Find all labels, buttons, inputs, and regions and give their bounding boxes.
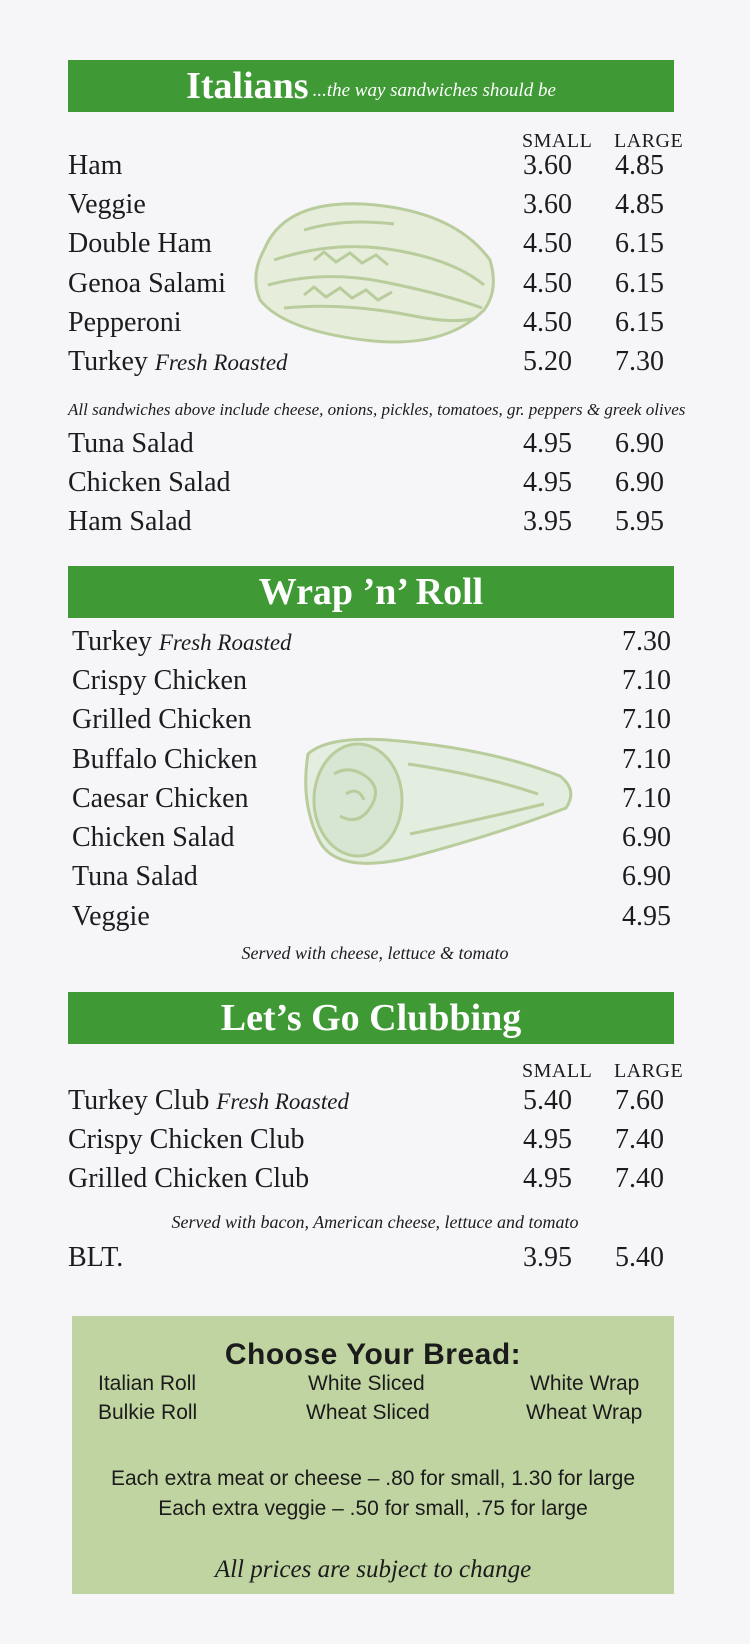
bread-option: Bulkie Roll	[98, 1401, 198, 1424]
item-name: Crispy Chicken	[72, 665, 247, 696]
small-price: 4.95	[523, 467, 572, 498]
price: 7.10	[622, 665, 671, 696]
item-name: Pepperoni	[68, 307, 182, 338]
menu-item-row	[68, 346, 688, 386]
menu-item-row	[68, 1163, 688, 1203]
menu-item-row	[72, 861, 692, 901]
item-name: BLT.	[68, 1242, 124, 1273]
small-price: 4.95	[523, 428, 572, 459]
item-name: Grilled Chicken Club	[68, 1163, 310, 1194]
bread-option: White Sliced	[308, 1372, 425, 1395]
clubs-title: Let’s Go Clubbing	[220, 997, 522, 1039]
small-price: 4.50	[523, 228, 572, 259]
large-price: 7.40	[615, 1124, 664, 1155]
price-disclaimer: All prices are subject to change	[214, 1556, 532, 1583]
menu-item-row	[68, 1242, 688, 1282]
large-price: 5.95	[615, 506, 664, 537]
large-price: 7.60	[615, 1085, 664, 1116]
large-price: 6.15	[615, 307, 664, 338]
menu-item-row	[68, 506, 688, 546]
menu-item-row	[72, 822, 692, 862]
menu-item-row	[68, 150, 688, 190]
item-name: Veggie	[68, 189, 146, 220]
price: 7.30	[622, 626, 671, 657]
wraps-note: Served with cheese, lettuce & tomato	[241, 943, 509, 963]
bread-option: Italian Roll	[98, 1372, 197, 1395]
item-name: Double Ham	[68, 228, 212, 259]
extra-meat-note: Each extra meat or cheese – .80 for small, 1.30 for large	[110, 1467, 636, 1490]
italians-small-header: SMALL	[522, 130, 593, 152]
menu-item-row	[72, 704, 692, 744]
menu-item-row	[68, 228, 688, 268]
italians-banner	[68, 60, 674, 112]
small-price: 3.60	[523, 189, 572, 220]
item-name: Turkey Club	[68, 1085, 210, 1116]
italians-large-header: LARGE	[614, 130, 684, 152]
item-name: Ham Salad	[68, 506, 192, 537]
item-name: Chicken Salad	[68, 467, 231, 498]
small-price: 4.50	[523, 307, 572, 338]
large-price: 4.85	[615, 150, 664, 181]
menu-item-row	[68, 307, 688, 347]
item-name: Grilled Chicken	[72, 704, 252, 735]
menu-item-row	[68, 268, 688, 308]
small-price: 3.95	[523, 1242, 572, 1273]
item-name: Chicken Salad	[72, 822, 235, 853]
item-name: Ham	[68, 150, 123, 181]
item-name: Genoa Salami	[68, 268, 226, 299]
menu-item-row	[72, 626, 692, 666]
italians-title: Italians	[186, 65, 309, 107]
price: 4.95	[622, 901, 671, 932]
large-price: 6.15	[615, 228, 664, 259]
wraps-title: Wrap ’n’ Roll	[258, 571, 484, 613]
clubs-small-header: SMALL	[522, 1060, 593, 1082]
item-subtitle: Fresh Roasted	[216, 1089, 349, 1114]
small-price: 4.95	[523, 1163, 572, 1194]
large-price: 6.90	[615, 467, 664, 498]
item-name: Crispy Chicken Club	[68, 1124, 305, 1155]
small-price: 3.95	[523, 506, 572, 537]
menu-item-row	[72, 744, 692, 784]
price: 6.90	[622, 861, 671, 892]
small-price: 5.40	[523, 1085, 572, 1116]
bread-option: Wheat Sliced	[306, 1401, 430, 1424]
price: 7.10	[622, 744, 671, 775]
item-name: Tuna Salad	[72, 861, 198, 892]
bread-title: Choose Your Bread:	[224, 1338, 522, 1371]
price: 6.90	[622, 822, 671, 853]
menu-item-row	[68, 1124, 688, 1164]
clubs-banner	[68, 992, 674, 1044]
wraps-banner	[68, 566, 674, 618]
extra-veggie-note: Each extra veggie – .50 for small, .75 for large	[158, 1497, 588, 1520]
menu-item-row	[72, 901, 692, 941]
item-name: Caesar Chicken	[72, 783, 249, 814]
large-price: 4.85	[615, 189, 664, 220]
price: 7.10	[622, 783, 671, 814]
item-name: Veggie	[72, 901, 150, 932]
large-price: 6.90	[615, 428, 664, 459]
menu-item-row	[72, 665, 692, 705]
clubs-large-header: LARGE	[614, 1060, 684, 1082]
small-price: 4.95	[523, 1124, 572, 1155]
small-price: 4.50	[523, 268, 572, 299]
bread-option: Wheat Wrap	[526, 1401, 643, 1424]
item-name: Turkey	[68, 346, 148, 377]
menu-item-row	[68, 428, 688, 468]
item-name: Tuna Salad	[68, 428, 194, 459]
menu-item-row	[68, 1085, 688, 1125]
item-name: Buffalo Chicken	[72, 744, 258, 775]
menu-item-row	[72, 783, 692, 823]
item-subtitle: Fresh Roasted	[158, 630, 292, 655]
italians-note: All sandwiches above include cheese, onions, pickles, tomatoes, gr. peppers & greek olives	[68, 400, 686, 419]
large-price: 7.40	[615, 1163, 664, 1194]
item-subtitle: Fresh Roasted	[154, 350, 288, 375]
menu-item-row	[68, 189, 688, 229]
small-price: 5.20	[523, 346, 572, 377]
large-price: 6.15	[615, 268, 664, 299]
small-price: 3.60	[523, 150, 572, 181]
price: 7.10	[622, 704, 671, 735]
clubs-note: Served with bacon, American cheese, lettuce and tomato	[171, 1212, 579, 1232]
italians-tagline: ...the way sandwiches should be	[312, 80, 556, 101]
item-name: Turkey	[72, 626, 152, 657]
bread-options-box	[72, 1316, 674, 1594]
bread-option: White Wrap	[530, 1372, 640, 1395]
large-price: 7.30	[615, 346, 664, 377]
large-price: 5.40	[615, 1242, 664, 1273]
menu-item-row	[68, 467, 688, 507]
